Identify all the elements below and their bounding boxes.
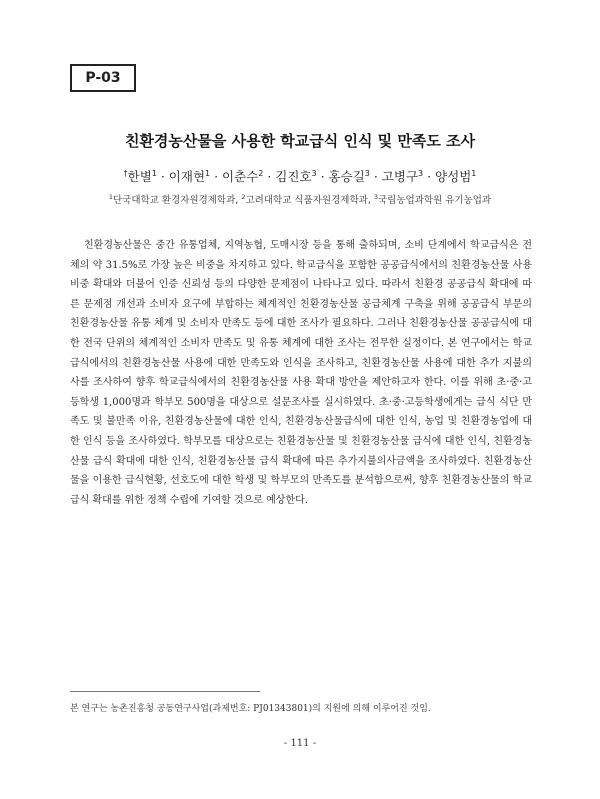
- author: [435, 169, 476, 184]
- author-list: [0, 167, 600, 185]
- author-affiliation-number: 2: [258, 168, 264, 178]
- affiliation: [241, 192, 368, 206]
- author-name: 김진호: [275, 169, 312, 184]
- author: [169, 169, 210, 184]
- funding-footnote: 본 연구는 농촌진흥청 공동연구사업(과제번호: PJ01343801)의 지원에 의해 이루어진 것임.: [70, 704, 431, 714]
- author-separator: ·: [210, 169, 223, 184]
- poster-code-box: [70, 64, 136, 92]
- affiliation-text: 국립농업과학원 유기농업과: [378, 195, 492, 206]
- author-separator: ·: [156, 169, 169, 184]
- author-separator: ·: [369, 169, 382, 184]
- author: [124, 169, 157, 184]
- author: [222, 169, 263, 184]
- corresponding-author-mark: †: [123, 168, 128, 178]
- author-affiliation-number: 1: [151, 168, 157, 178]
- author-affiliation-number: 1: [471, 168, 477, 178]
- author-separator: ·: [316, 169, 329, 184]
- page-number: - 111 -: [283, 738, 317, 749]
- affiliation-list: $^1$단국대학교 환경자원경제학과, $^2$고려대학교 식품자원경제학과, $^3$국립농업과학원 유기농업과: [108, 192, 492, 206]
- abstract-text: 친환경농산물은 중간 유통업체, 지역농협, 도매시장 등을 통해 출하되며, 소비 단계에서 학교급식은 전체의 약 31.5%로 가장 높은 비중을 차지하고 있다. 학교급식을 포함한 공공급식에서의 친환경농산물 사용 비중 확대와 더불어 인증 신뢰성 등의 다양한 문제점이 나타나고 있다. 따라서 친환경 공공급식 확대에 따른 문제점 개선과 소비자 요구에 부합하는 체계적인 친환경농산물 공급체계 구축을 위해 공공급식 부문의 친환경농산물 유통 체계 및 소비자 만족도 등에 대한 조사가 필요하다. 그러나 친환경농산물 공공급식에 대한 전국 단위의 체계적인 소비자 만족도 및 유통 체계에 대한 조사는 전무한 실정이다. 본 연구에서는 학교급식에서의 친환경농산물 사용에 대한 만족도와 인식을 조사하고, 친환경농산물 사용에 대한 추가 지불의사를 조사하여 향후 학교급식에서의 친환경농산물 사용 확대 방안을 제안하고자 한다. 이를 위해 초·중·고등학생 1,000명과 학부모 500명을 대상으로 설문조사를 실시하였다. 초·중·고등학생에게는 급식 식단 만족도 및 불만족 이유, 친환경농산물에 대한 인식, 친환경농산물급식에 대한 인식, 농업 및 친환경농업에 대한 인식 등을 조사하였다. 학부모를 대상으로는 친환경농산물 및 친환경농산물 급식에 대한 인식, 친환경농산물 급식 확대에 대한 인식, 친환경농산물 급식 확대에 따른 추가지불의사금액을 조사하였다. 친환경농산물을 이용한 급식현황, 선호도에 대한 학생 및 학부모의 만족도를 분석함으로써, 향후 친환경농산물의 학교급식 확대를 위한 정책 수립에 기여할 것으로 예상한다.: [70, 240, 532, 506]
- author-name: 이춘수: [222, 169, 259, 184]
- author-name: 양성범: [435, 169, 472, 184]
- author-name: 고병구: [381, 169, 419, 184]
- author-name: 이재현: [168, 169, 206, 184]
- author-name: 한별: [127, 169, 152, 184]
- affiliation: [108, 192, 236, 206]
- paper-title: 친환경농산물을 사용한 학교급식 인식 및 만족도 조사: [124, 132, 476, 150]
- author: [329, 169, 370, 184]
- affiliation-number: 3: [373, 192, 378, 201]
- author-separator: ·: [423, 169, 436, 184]
- affiliation: [373, 192, 492, 206]
- footnote-divider: [70, 691, 260, 692]
- affiliation-text: 단국대학교 환경자원경제학과: [112, 195, 236, 206]
- affiliation-text: 고려대학교 식품자원경제학과: [245, 195, 368, 206]
- author: [275, 169, 316, 184]
- poster-code: P-03: [85, 70, 121, 86]
- author-name: 홍승길: [328, 169, 365, 184]
- author: [382, 169, 423, 184]
- author-affiliation-number: 3: [364, 168, 370, 178]
- affiliation-number: 2: [241, 192, 246, 201]
- author-affiliation-number: 1: [205, 168, 211, 178]
- author-separator: ·: [263, 169, 276, 184]
- affiliation-number: 1: [108, 192, 113, 201]
- author-affiliation-number: 3: [311, 168, 317, 178]
- author-affiliation-number: 3: [418, 168, 424, 178]
